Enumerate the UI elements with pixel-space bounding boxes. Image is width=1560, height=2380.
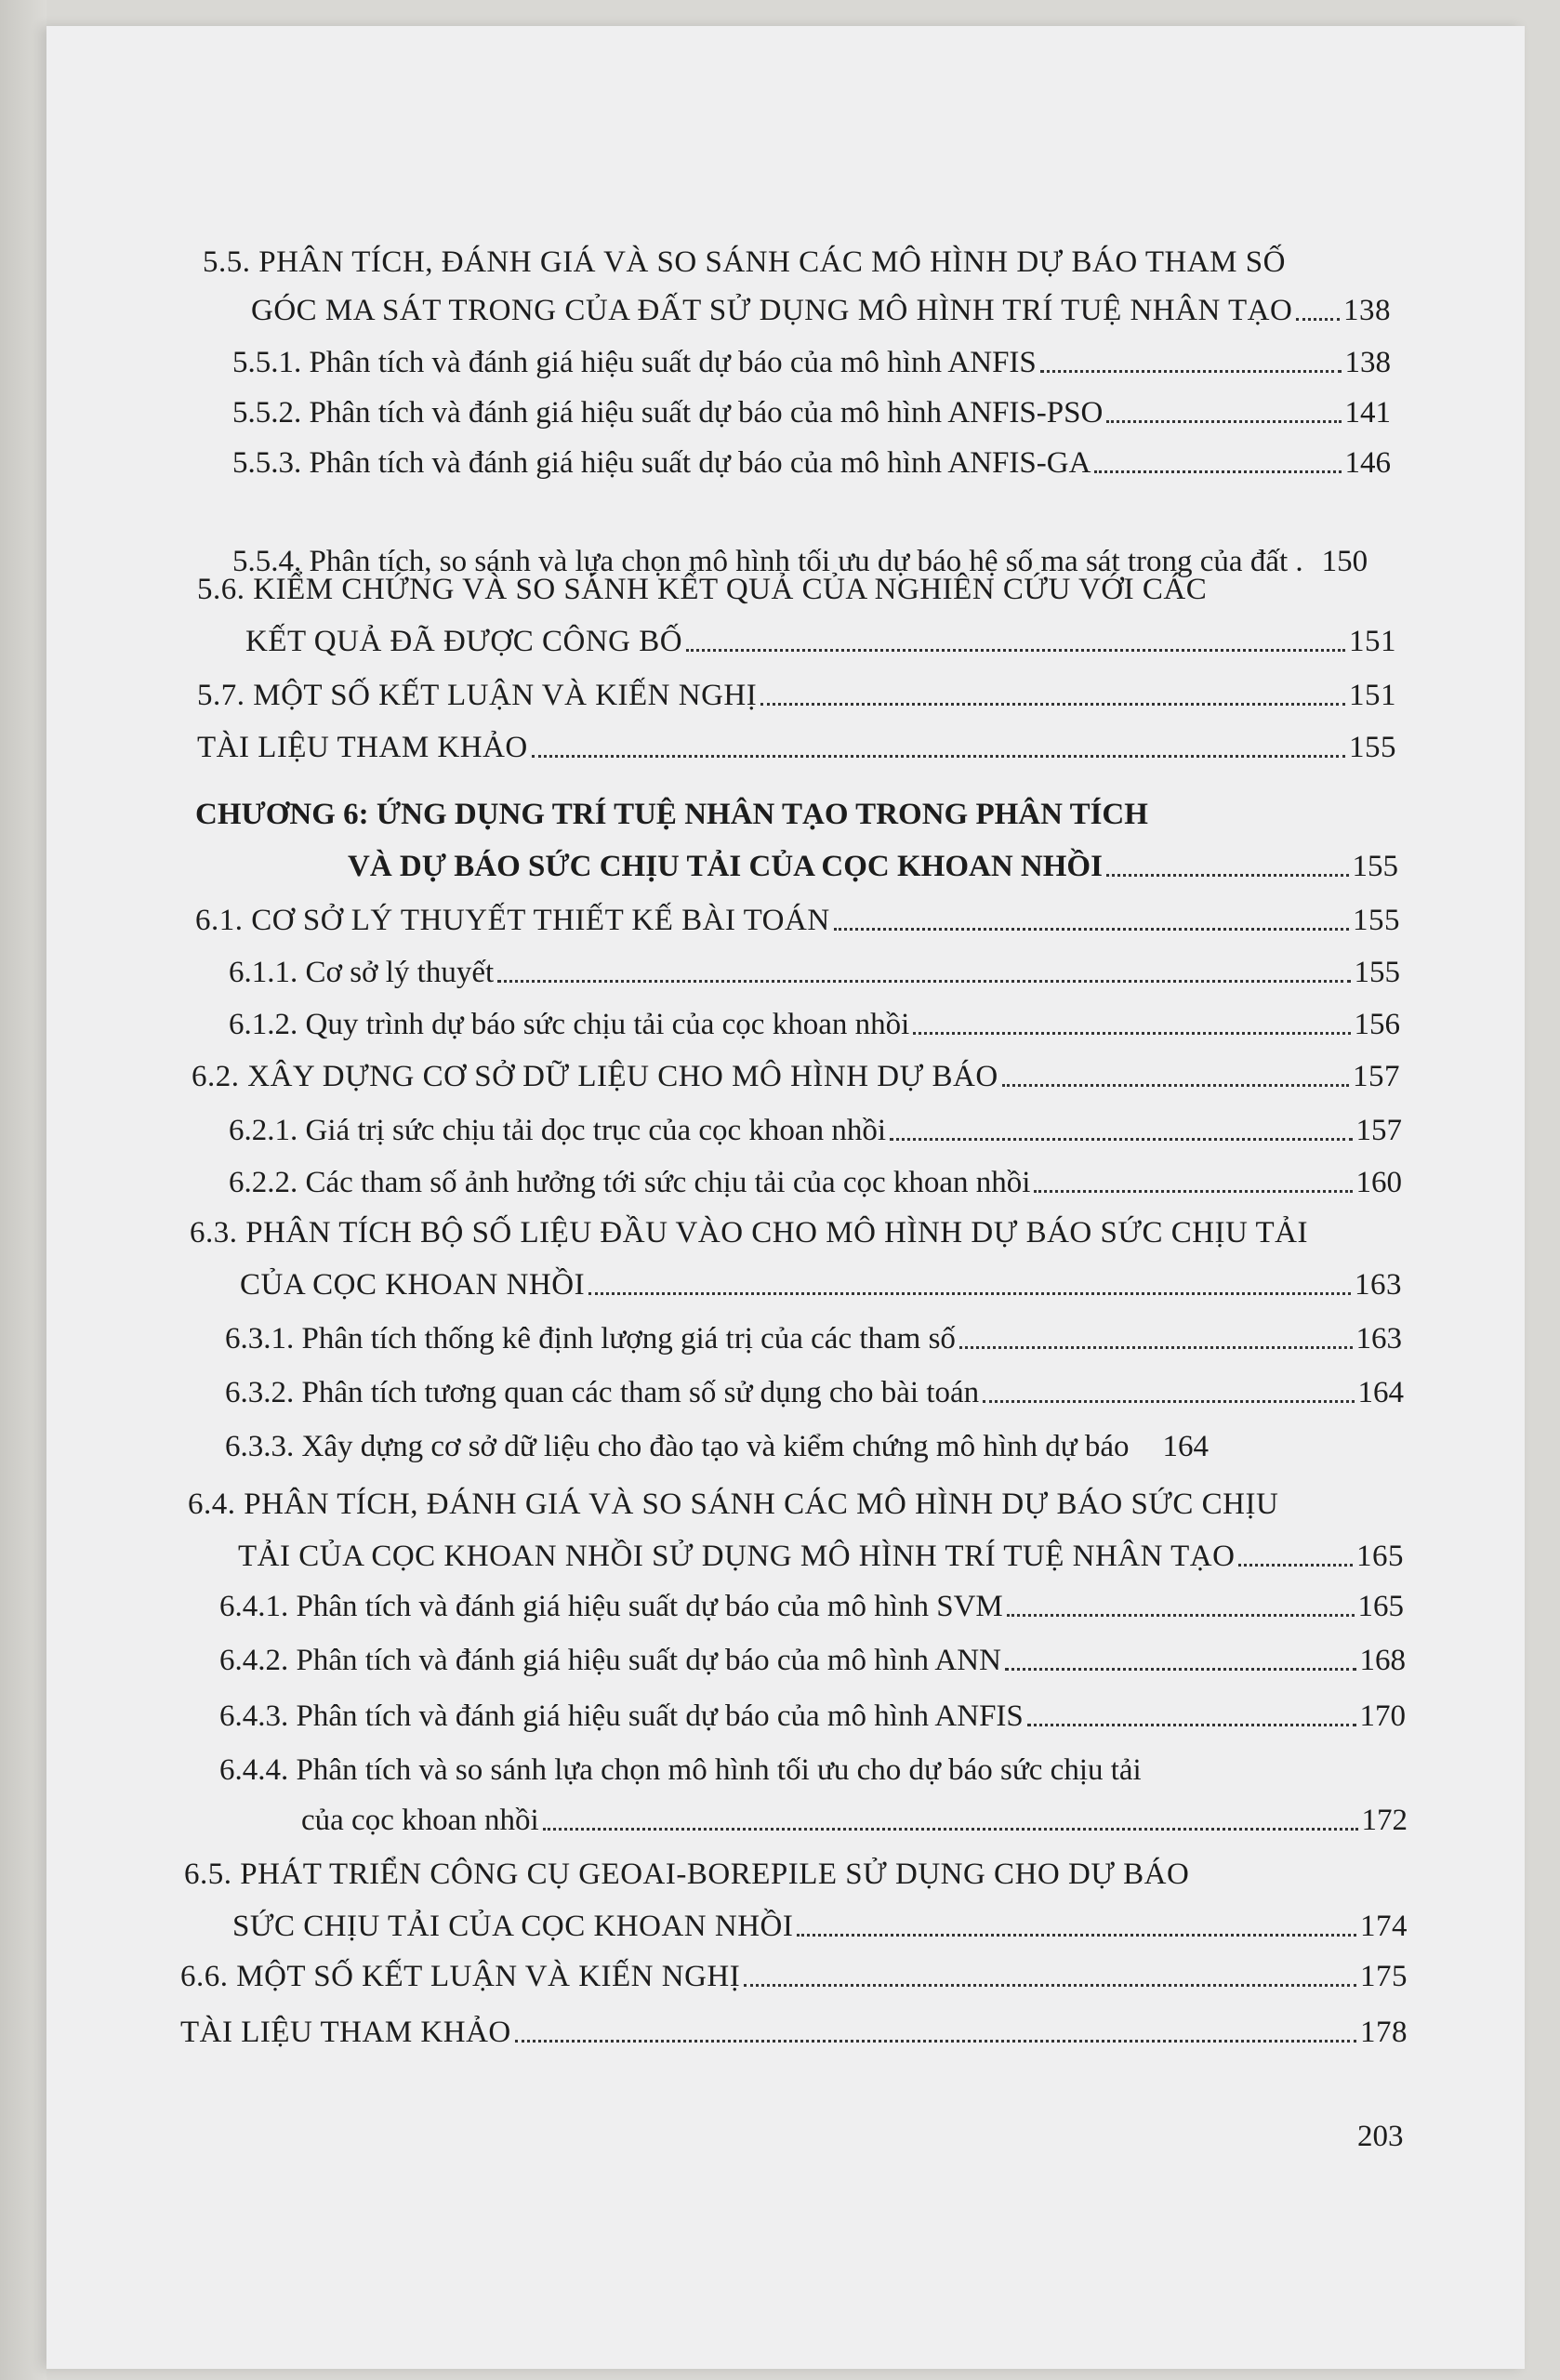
- leader-dots: [983, 1400, 1354, 1403]
- page-ref: 138: [1343, 294, 1391, 327]
- toc-entry-6-4-4-line1: 6.4.4. Phân tích và so sánh lựa chọn mô hình tối ưu cho dự báo sức chịu tải: [219, 1753, 1142, 1787]
- toc-entry-label: 5.5.3. Phân tích và đánh giá hiệu suất dự báo của mô hình ANFIS-GA: [232, 446, 1091, 480]
- page-ref: 138: [1344, 346, 1391, 379]
- toc-entry-5-5-3: [232, 444, 1391, 482]
- toc-entry-6-3-3: [225, 1428, 1404, 1465]
- toc-entry-label: TÀI LIỆU THAM KHẢO: [197, 731, 528, 764]
- toc-entry-6-2: [192, 1058, 1400, 1095]
- leader-dots: [1094, 470, 1341, 473]
- toc-entry-label: 6.4.1. Phân tích và đánh giá hiệu suất dự báo của mô hình SVM: [219, 1590, 1003, 1623]
- toc-entry-label: 6.1. CƠ SỞ LÝ THUYẾT THIẾT KẾ BÀI TOÁN: [195, 904, 830, 937]
- leader-dots: [1005, 1668, 1356, 1671]
- page-ref: 157: [1355, 1114, 1402, 1147]
- toc-entry-label: VÀ DỰ BÁO SỨC CHỊU TẢI CỦA CỌC KHOAN NHỒI: [348, 850, 1103, 883]
- toc-entry-label: TẢI CỦA CỌC KHOAN NHỒI SỬ DỤNG MÔ HÌNH TRÍ TUỆ NHÂN TẠO: [238, 1540, 1236, 1573]
- toc-entry-6-2-1: [229, 1112, 1402, 1149]
- page-ref: 178: [1360, 2016, 1408, 2049]
- leader-dots: [497, 980, 1350, 983]
- toc-entry-6-5: [232, 1908, 1408, 1945]
- toc-entry-label: TÀI LIỆU THAM KHẢO: [180, 2016, 511, 2049]
- toc-entry-6-3-1: [225, 1320, 1402, 1357]
- toc-entry-6-5-line1: 6.5. PHÁT TRIỂN CÔNG CỤ GEOAI-BOREPILE SỬ DỤNG CHO DỰ BÁO: [184, 1858, 1190, 1891]
- toc-entry-6-3-2: [225, 1374, 1404, 1411]
- toc-entry-6-1-2: [229, 1006, 1400, 1043]
- toc-entry-label: 6.3.2. Phân tích tương quan các tham số sử dụng cho bài toán: [225, 1376, 980, 1409]
- page-ref: 155: [1352, 850, 1398, 883]
- leader-dots: [890, 1138, 1352, 1141]
- toc-entry-chapter-6: [348, 848, 1398, 885]
- toc-entry-label: SỨC CHỊU TẢI CỦA CỌC KHOAN NHỒI: [232, 1910, 794, 1943]
- page-ref: 146: [1344, 446, 1391, 480]
- page-number: 203: [1357, 2120, 1404, 2153]
- toc-entry-5-5-1: [232, 344, 1391, 381]
- leader-dots: [834, 928, 1349, 931]
- toc-entry-label: 5.7. MỘT SỐ KẾT LUẬN VÀ KIẾN NGHỊ: [197, 679, 758, 712]
- toc-entry-references-5: [197, 729, 1396, 766]
- page-ref: 155: [1353, 904, 1400, 937]
- page-ref: 157: [1353, 1060, 1400, 1093]
- leader-dots: [913, 1032, 1350, 1035]
- toc-entry-label: 5.5.4. Phân tích, so sánh và lựa chọn mô hình tối ưu dự báo hệ số ma sát trong của đất .: [232, 545, 1303, 578]
- page-ref: 164: [1162, 1430, 1210, 1463]
- page-ref: 151: [1349, 625, 1396, 658]
- toc-entry-label: 6.2.1. Giá trị sức chịu tải dọc trục của cọc khoan nhồi: [229, 1114, 887, 1147]
- chapter-6-title-line1: CHƯƠNG 6: ỨNG DỤNG TRÍ TUỆ NHÂN TẠO TRONG PHÂN TÍCH: [195, 798, 1148, 831]
- toc-entry-5-6: [245, 623, 1396, 660]
- toc-entry-label: 6.4.2. Phân tích và đánh giá hiệu suất dự báo của mô hình ANN: [219, 1644, 1001, 1677]
- toc-entry-label: CỦA CỌC KHOAN NHỒI: [240, 1268, 586, 1302]
- toc-entry-6-3-line1: 6.3. PHÂN TÍCH BỘ SỐ LIỆU ĐẦU VÀO CHO MÔ HÌNH DỰ BÁO SỨC CHỊU TẢI: [190, 1216, 1309, 1250]
- leader-dots: [686, 649, 1345, 652]
- toc-entry-6-6: [180, 1958, 1408, 1995]
- page-ref: 151: [1349, 679, 1396, 712]
- toc-entry-label: của cọc khoan nhồi: [301, 1804, 539, 1837]
- page-ref: 155: [1349, 731, 1396, 764]
- leader-dots: [1296, 318, 1340, 321]
- toc-entry-label: 6.1.2. Quy trình dự báo sức chịu tải của cọc khoan nhồi: [229, 1008, 910, 1041]
- page-ref: 174: [1360, 1910, 1408, 1943]
- toc-entry-5-5-2: [232, 394, 1391, 431]
- toc-entry-6-2-2: [229, 1164, 1402, 1201]
- page-ref: 172: [1361, 1804, 1408, 1837]
- leader-dots: [1002, 1084, 1349, 1087]
- leader-dots: [1106, 874, 1349, 877]
- page-ref: 156: [1354, 1008, 1400, 1041]
- page-ref: 175: [1360, 1960, 1408, 1993]
- toc-entry-label: 6.1.1. Cơ sở lý thuyết: [229, 956, 495, 989]
- toc-entry-5-6-line1: 5.6. KIỂM CHỨNG VÀ SO SÁNH KẾT QUẢ CỦA NGHIÊN CỨU VỚI CÁC: [197, 573, 1208, 606]
- page-ref: 163: [1355, 1322, 1402, 1355]
- leader-dots: [1034, 1190, 1352, 1193]
- toc-entry-6-1-1: [229, 954, 1400, 991]
- toc-entry-6-1: [195, 902, 1400, 939]
- leader-dots: [515, 2040, 1356, 2043]
- leader-dots: [543, 1828, 1358, 1831]
- page-ref: 170: [1359, 1699, 1406, 1733]
- toc-entry-label: 5.5.2. Phân tích và đánh giá hiệu suất dự báo của mô hình ANFIS-PSO: [232, 396, 1104, 430]
- toc-entry-label: 6.2.2. Các tham số ảnh hưởng tới sức chịu tải của cọc khoan nhồi: [229, 1166, 1031, 1199]
- page-ref: 150: [1321, 545, 1368, 578]
- leader-dots: [760, 703, 1345, 706]
- leader-dots: [797, 1934, 1356, 1937]
- page-ref: 165: [1357, 1590, 1404, 1623]
- leader-dots: [959, 1346, 1353, 1349]
- toc-entry-references-6: [180, 2014, 1408, 2051]
- page-ref: 168: [1359, 1644, 1406, 1677]
- page-ref: 164: [1357, 1376, 1404, 1409]
- page-ref: 165: [1356, 1540, 1404, 1573]
- toc-entry-6-4-3: [219, 1698, 1406, 1735]
- toc-entry-6-4-1: [219, 1588, 1404, 1625]
- leader-dots: [744, 1984, 1356, 1987]
- toc-entry-6-4-line1: 6.4. PHÂN TÍCH, ĐÁNH GIÁ VÀ SO SÁNH CÁC MÔ HÌNH DỰ BÁO SỨC CHỊU: [188, 1488, 1279, 1521]
- page-ref: 160: [1355, 1166, 1402, 1199]
- toc-entry-label: 6.6. MỘT SỐ KẾT LUẬN VÀ KIẾN NGHỊ: [180, 1960, 741, 1993]
- toc-entry-6-4-4: [301, 1802, 1408, 1839]
- toc-entry-6-4-2: [219, 1642, 1406, 1679]
- leader-dots: [1027, 1724, 1356, 1726]
- toc-entry-5-5: [251, 292, 1391, 329]
- toc-entry-label: KẾT QUẢ ĐÃ ĐƯỢC CÔNG BỐ: [245, 625, 683, 658]
- toc-entry-5-5-line1: 5.5. PHÂN TÍCH, ĐÁNH GIÁ VÀ SO SÁNH CÁC MÔ HÌNH DỰ BÁO THAM SỐ: [203, 245, 1286, 279]
- toc-entry-5-5-line2: GÓC MA SÁT TRONG CỦA ĐẤT SỬ DỤNG MÔ HÌNH TRÍ TUỆ NHÂN TẠO: [251, 294, 1293, 327]
- page-ref: 163: [1355, 1268, 1402, 1302]
- toc-entry-label: 5.5.1. Phân tích và đánh giá hiệu suất dự báo của mô hình ANFIS: [232, 346, 1037, 379]
- leader-dots: [1106, 420, 1341, 423]
- leader-dots: [588, 1292, 1351, 1295]
- page-ref: 141: [1344, 396, 1391, 430]
- toc-entry-label: 6.2. XÂY DỰNG CƠ SỞ DỮ LIỆU CHO MÔ HÌNH DỰ BÁO: [192, 1060, 998, 1093]
- leader-dots: [1007, 1614, 1355, 1617]
- leader-dots: [1238, 1564, 1353, 1567]
- toc-entry-label: 6.3.3. Xây dựng cơ sở dữ liệu cho đào tạo và kiểm chứng mô hình dự báo: [225, 1430, 1130, 1463]
- toc-entry-label: 6.4.3. Phân tích và đánh giá hiệu suất dự báo của mô hình ANFIS: [219, 1699, 1024, 1733]
- toc-entry-label: 6.3.1. Phân tích thống kê định lượng giá trị của các tham số: [225, 1322, 956, 1355]
- leader-dots: [1040, 370, 1342, 373]
- toc-entry-6-3: [240, 1266, 1402, 1303]
- leader-dots: [532, 755, 1345, 758]
- toc-entry-5-7: [197, 677, 1396, 714]
- page-ref: 155: [1354, 956, 1400, 989]
- toc-entry-6-4: [238, 1538, 1404, 1575]
